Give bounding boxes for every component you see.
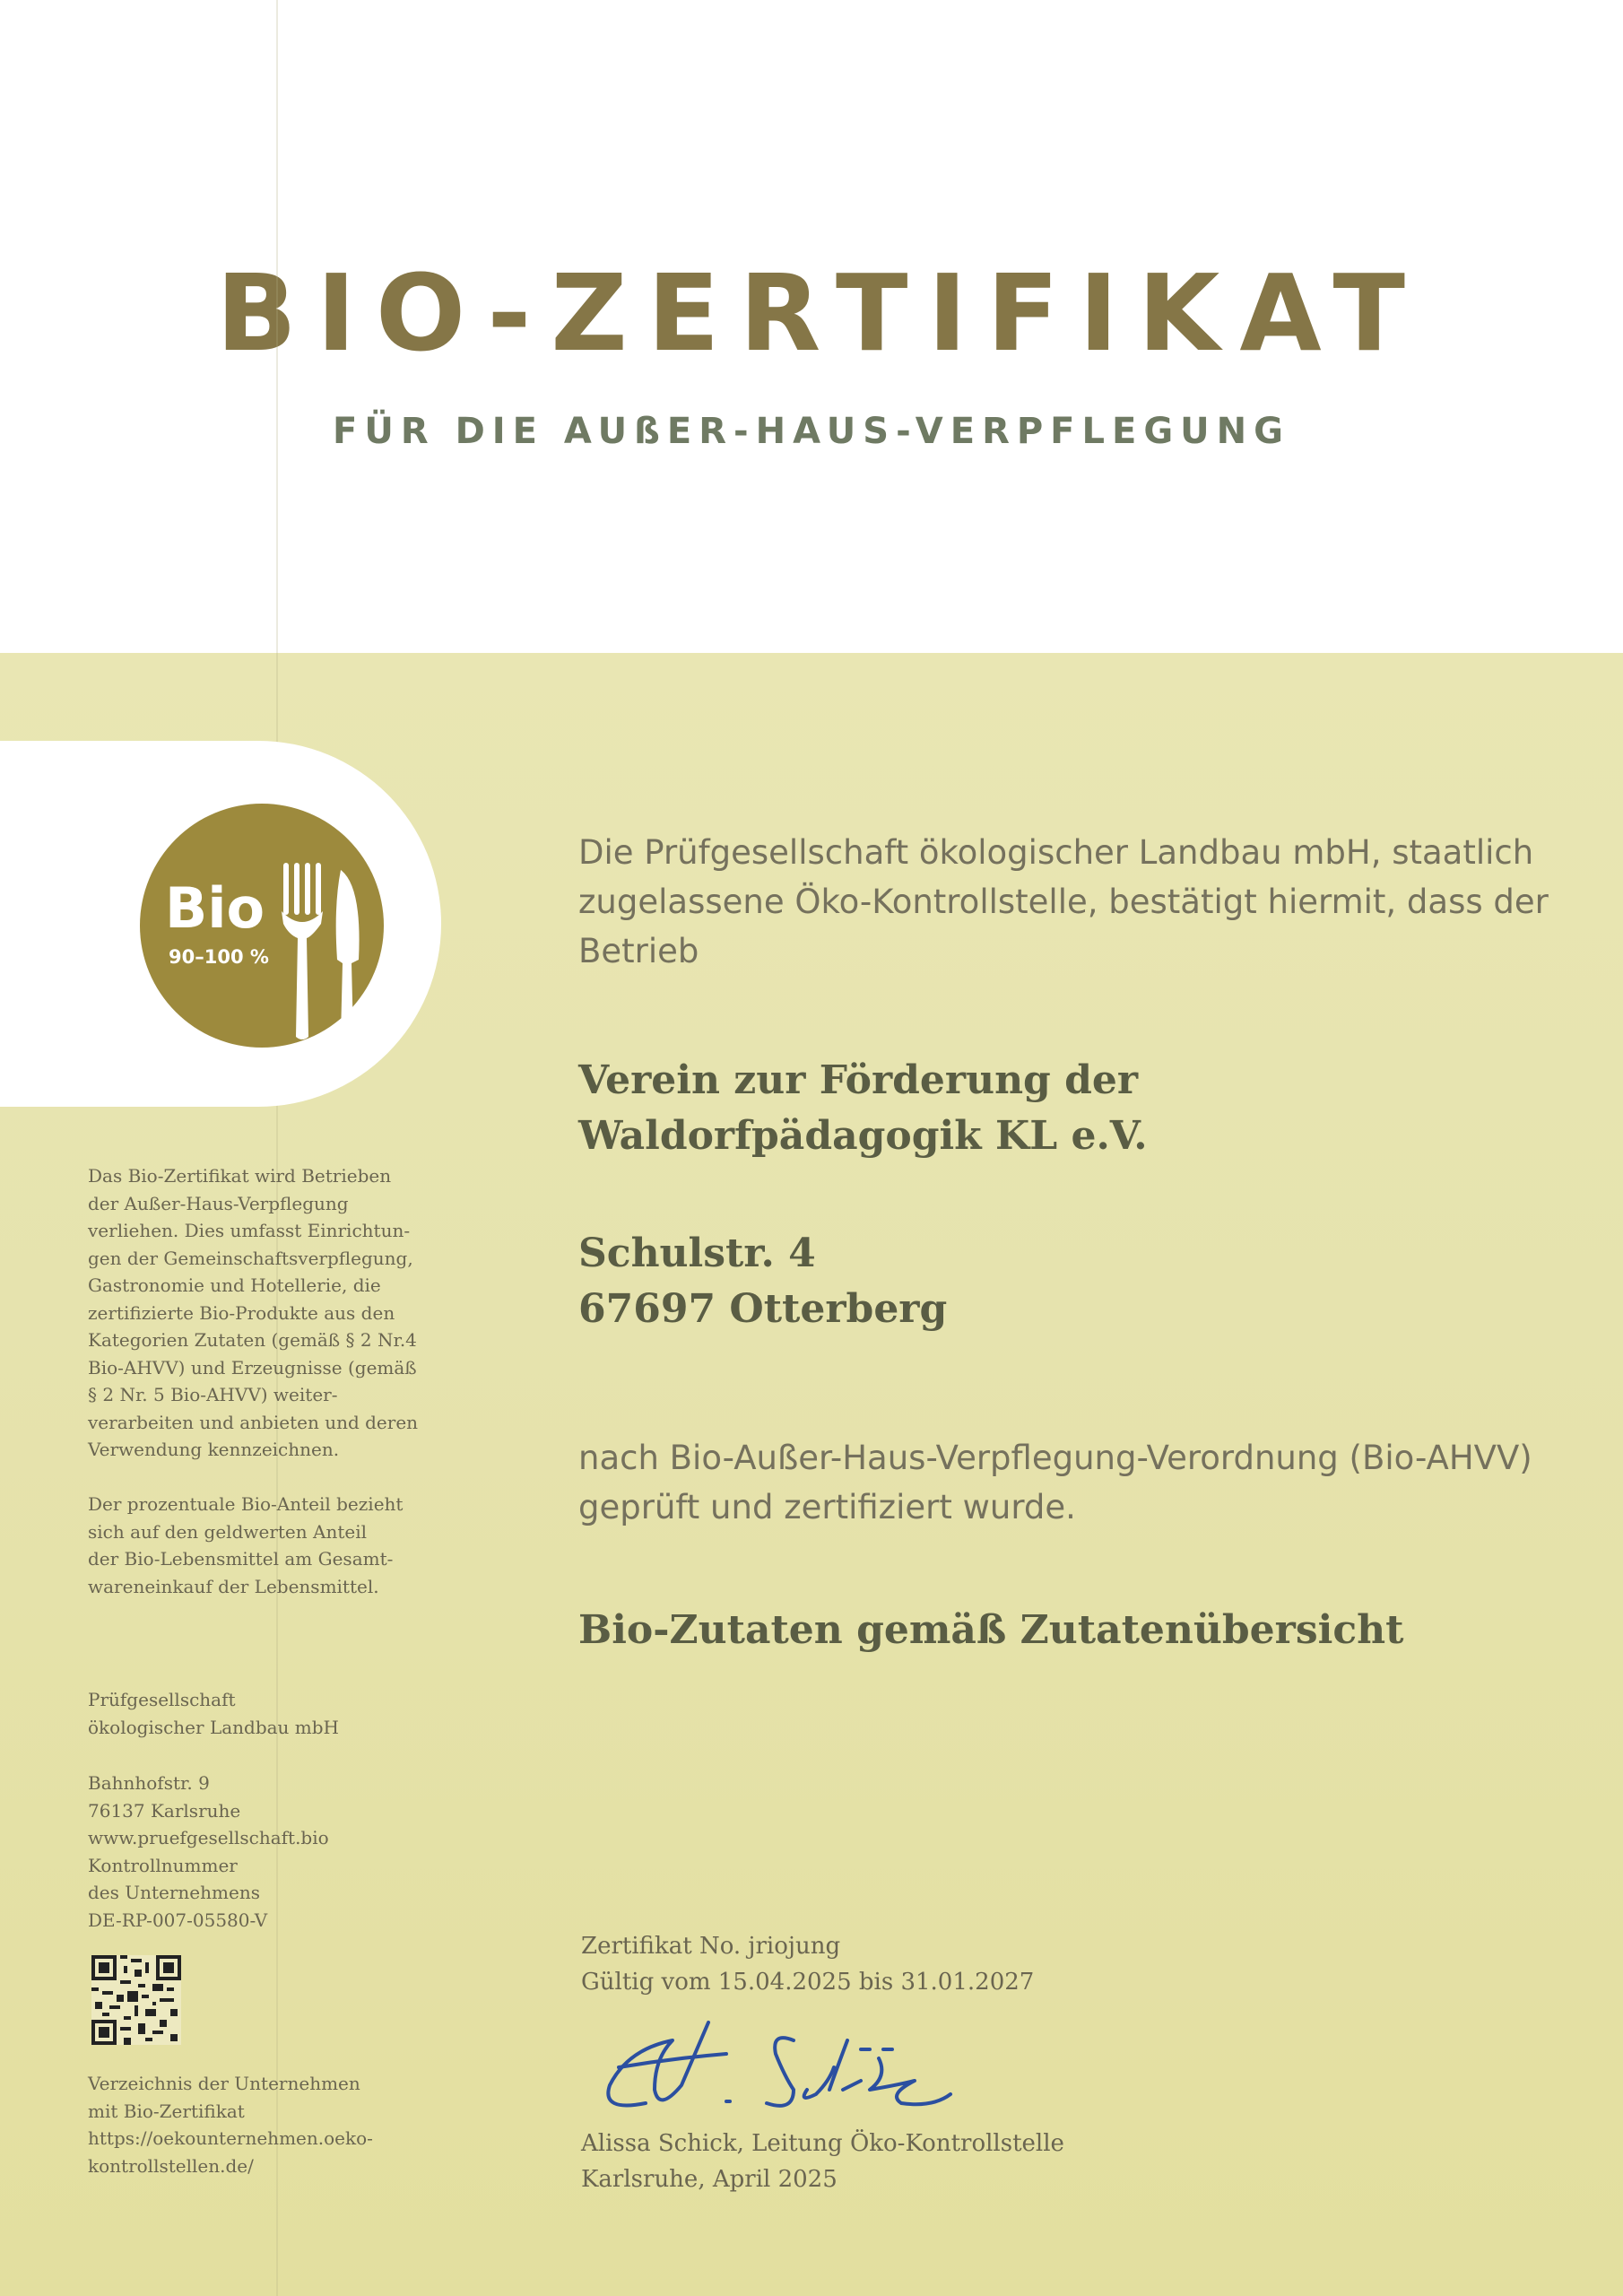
issuer-address: Bahnhofstr. 9 76137 Karlsruhe www.pruefgesellschaft.bio Kontrollnummer des Unternehmens DE-RP-007-05580-V <box>88 1772 329 1931</box>
certificate-header <box>0 0 1623 653</box>
issuer-name: Prüfgesellschaft ökologischer Landbau mbH <box>88 1689 339 1738</box>
certification-scope: Bio-Zutaten gemäß Zutatenübersicht <box>578 1607 1404 1653</box>
paper-fold-line <box>276 0 278 2296</box>
company-address: Schulstr. 4 67697 Otterberg <box>578 1231 948 1332</box>
certificate-description: Das Bio-Zertifikat wird Betrieben der Außer-Haus-Verpflegung verliehen. Dies umfasst Einrichtun- gen der Gemeinschaftsverpflegung, Gastronomie und Hotellerie, die zertifizierte Bio-Produkte aus den Kategorien Zutaten (gemäß § 2 Nr.4 Bio-AHVV) und Erzeugnisse (gemäß § 2 Nr. 5 Bio-AHVV) weiter- verarbeiten und anbieten und deren Verwendung kennzeichnen. <box>88 1165 419 1460</box>
regulation-statement: nach Bio-Außer-Haus-Verpflegung-Verordnung (Bio-AHVV) geprüft und zertifiziert wurde. <box>578 1439 1532 1526</box>
bio-seal-label: Bio <box>165 875 265 941</box>
certificate-validity: Gültig vom 15.04.2025 bis 31.01.2027 <box>581 1969 1035 1996</box>
signatory-name: Alissa Schick, Leitung Öko-Kontrollstelle <box>581 2130 1064 2157</box>
handwritten-signature <box>592 2005 1022 2139</box>
certificate-title: BIO-ZERTIFIKAT <box>215 251 1426 375</box>
qr-code <box>91 1955 181 2045</box>
certification-intro: Die Prüfgesellschaft ökologischer Landbau mbH, staatlich zugelassene Öko-Kontrollstelle, bestätigt hiermit, dass der Betrieb <box>578 833 1549 970</box>
bio-seal-range: 90–100 % <box>169 946 269 968</box>
bio-share-note: Der prozentuale Bio-Anteil bezieht sich auf den geldwerten Anteil der Bio-Lebensmittel am Gesamt- wareneinkauf der Lebensmittel. <box>88 1493 404 1597</box>
certificate-number: Zertifikat No. jriojung <box>581 1933 841 1960</box>
place-and-date: Karlsruhe, April 2025 <box>581 2166 838 2193</box>
fork-knife-icon <box>276 861 366 1040</box>
certificate-subtitle: FÜR DIE AUßER-HAUS-VERPFLEGUNG <box>333 411 1290 452</box>
company-directory: Verzeichnis der Unternehmen mit Bio-Zertifikat https://oekounternehmen.oeko- kontrollstellen.de/ <box>88 2073 373 2177</box>
company-name: Verein zur Förderung der Waldorfpädagogik KL e.V. <box>578 1057 1148 1159</box>
